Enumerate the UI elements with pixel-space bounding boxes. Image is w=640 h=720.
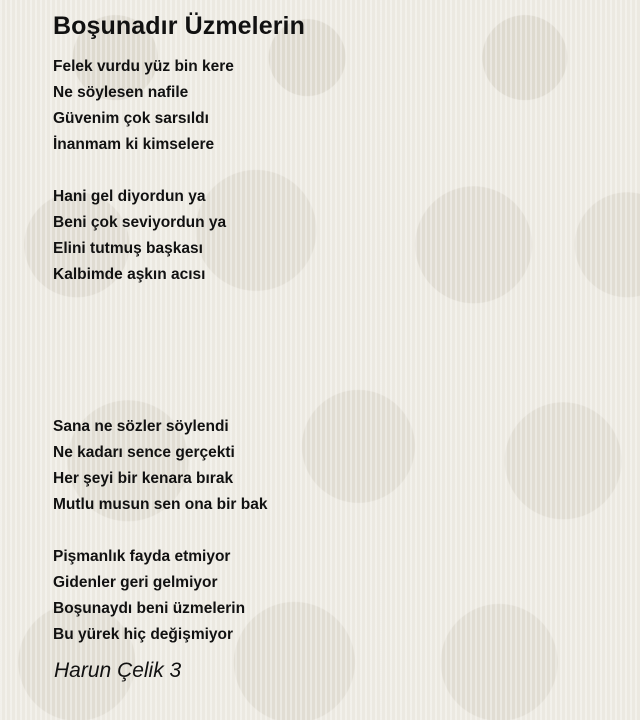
poem-line: Kalbimde aşkın acısı	[53, 266, 206, 283]
stanza-3	[53, 414, 613, 518]
poem-line: İnanmam ki kimselere	[53, 136, 215, 153]
stanza-1	[53, 54, 613, 158]
poem-line: Boşunaydı beni üzmelerin	[53, 600, 246, 617]
poem-line: Mutlu musun sen ona bir bak	[53, 496, 268, 513]
poem-title: Boşunadır Üzmelerin	[53, 12, 305, 40]
stanza-2	[53, 184, 613, 288]
poem-line: Sana ne sözler söylendi	[53, 418, 229, 435]
poem-line: Ne kadarı sence gerçekti	[53, 444, 235, 461]
poem-line: Ne söylesen nafile	[53, 84, 189, 101]
stanza-gap	[53, 288, 613, 414]
stanza-4	[53, 544, 613, 648]
poem-line: Güvenim çok sarsıldı	[53, 110, 209, 127]
poem-line: Beni çok seviyordun ya	[53, 214, 227, 231]
poem-line: Pişmanlık fayda etmiyor	[53, 548, 231, 565]
poem-body	[53, 54, 613, 648]
stanza-gap	[53, 518, 613, 544]
poem-line: Hani gel diyordun ya	[53, 188, 206, 205]
poem-line: Gidenler geri gelmiyor	[53, 574, 218, 591]
author-signature: Harun Çelik 3	[54, 659, 182, 682]
poem-line: Her şeyi bir kenara bırak	[53, 470, 234, 487]
poem-line: Felek vurdu yüz bin kere	[53, 58, 234, 75]
poem-line: Bu yürek hiç değişmiyor	[53, 626, 234, 643]
poem-line: Elini tutmuş başkası	[53, 240, 203, 257]
stanza-gap	[53, 158, 613, 184]
